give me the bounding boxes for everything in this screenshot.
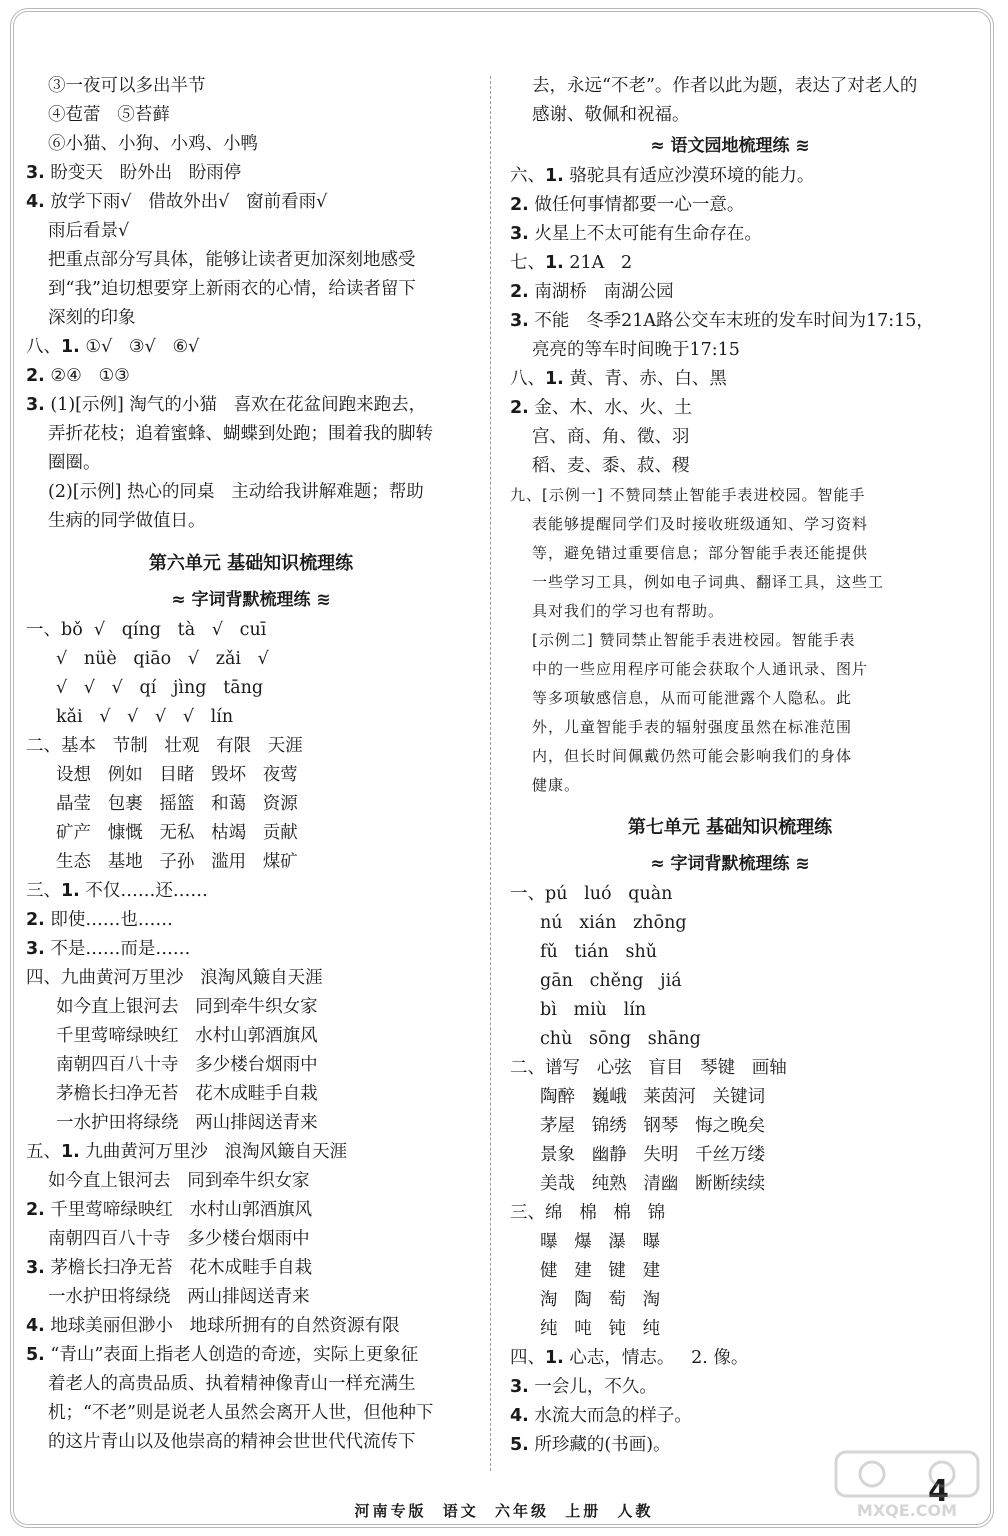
question-group-label: 六、 (510, 166, 545, 186)
answer-line (26, 1254, 476, 1283)
answer-text: 如今直上银河去 同到牵牛织女家 (56, 997, 318, 1017)
answer-line (26, 1138, 476, 1167)
answer-line (26, 906, 476, 935)
answer-text: ②④ ①③ (44, 366, 130, 386)
answer-line (26, 732, 476, 761)
answer-line (26, 1283, 476, 1312)
answer-line (26, 130, 476, 159)
answer-text: 美哉 纯熟 清幽 断断续续 (540, 1174, 766, 1194)
answer-text: 生态 基地 子孙 滥用 煤矿 (56, 852, 298, 872)
answer-line (26, 275, 476, 304)
answer-text: 宫、商、角、徵、羽 (532, 427, 690, 447)
answer-line (26, 877, 476, 906)
item-number: 4. (510, 1406, 529, 1426)
answer-text: ⑥小猫、小狗、小鸡、小鸭 (48, 134, 258, 154)
answer-line (510, 967, 950, 996)
answer-line (510, 423, 950, 452)
answer-text: 盼变天 盼外出 盼雨停 (44, 163, 242, 183)
svg-text:MXQE.COM: MXQE.COM (856, 1501, 958, 1520)
answer-line (510, 394, 950, 423)
answer-text: 稻、麦、黍、菽、稷 (532, 456, 690, 476)
answer-text: 一、pú luó quàn (510, 884, 673, 904)
item-number: 3. (26, 395, 45, 415)
item-number: 1. (61, 881, 80, 901)
answer-line (510, 1315, 950, 1344)
answer-text: 南湖桥 南湖公园 (528, 282, 674, 302)
answer-line (510, 626, 950, 655)
answer-text: 九、[示例一] 不赞同禁止智能手表进校园。智能手 (510, 486, 866, 504)
answer-line (510, 510, 950, 539)
question-group-label: 八、 (510, 369, 545, 389)
question-group-label: 八、 (26, 337, 61, 357)
answer-text: 机；“不老”则是说老人虽然会离开人世，但他种下 (48, 1403, 434, 1423)
answer-line (26, 1370, 476, 1399)
answer-text: 四、九曲黄河万里沙 浪淘风簸自天涯 (26, 968, 323, 988)
answer-line (510, 713, 950, 742)
answer-text: 圈圈。 (48, 453, 101, 473)
item-number: 1. (545, 369, 564, 389)
answer-line (26, 1022, 476, 1051)
answer-text: 南朝四百八十寺 多少楼台烟雨中 (56, 1055, 318, 1075)
answer-line (510, 336, 950, 365)
answer-text: √ nüè qiāo √ zǎi √ (56, 649, 269, 669)
answer-line (26, 333, 476, 362)
section-heading: ≈ 字词背默梳理练 ≋ (650, 854, 810, 874)
answer-line (26, 1312, 476, 1341)
answer-text: 九曲黄河万里沙 浪淘风簸自天涯 (79, 1142, 348, 1162)
answer-line (510, 72, 950, 101)
answer-text: 三、绵 棉 棉 锦 (510, 1203, 666, 1223)
answer-line (26, 703, 476, 732)
answer-text: 深刻的印象 (48, 308, 136, 328)
answer-line (26, 1051, 476, 1080)
answer-text: 内，但长时间佩戴仍然可能会影响我们的身体 (532, 747, 853, 765)
answer-line (510, 1199, 950, 1228)
answer-text: [示例二] 赞同禁止智能手表进校园。智能手表 (532, 631, 856, 649)
item-number: 4. (26, 1316, 45, 1336)
answer-text: 外，儿童智能手表的辐射强度虽然在标准范围 (532, 718, 853, 736)
answer-line (510, 1286, 950, 1315)
answer-text: ③一夜可以多出半节 (48, 76, 206, 96)
unit-heading: 第六单元 基础知识梳理练 (148, 553, 354, 574)
answer-text: 所珍藏的(书画)。 (528, 1435, 671, 1455)
answer-text: “青山”表面上指老人创造的奇迹，实际上更象征 (44, 1345, 419, 1365)
question-group-label: 七、 (510, 253, 545, 273)
item-number: 2. (510, 282, 529, 302)
answer-line (510, 684, 950, 713)
answer-text: 一、bǒ √ qíng tà √ cuī (26, 620, 267, 640)
answer-text: 千里莺啼绿映红 水村山郭酒旗风 (44, 1200, 313, 1220)
item-number: 5. (26, 1345, 45, 1365)
answer-text: 不是……而是…… (44, 939, 191, 959)
answer-text: 水流大而急的样子。 (528, 1406, 692, 1426)
page-number: 4 (928, 1474, 949, 1509)
answer-text: 曝 爆 瀑 曝 (540, 1232, 661, 1252)
answer-text: √ √ √ qí jìng tāng (56, 678, 264, 698)
question-group-label: 三、 (26, 881, 61, 901)
answer-line (26, 790, 476, 819)
answer-line (510, 1112, 950, 1141)
answer-text: chù sōng shāng (540, 1029, 701, 1049)
answer-text: 茅檐长扫净无苔 花木成畦手自栽 (44, 1258, 313, 1278)
answer-line (26, 645, 476, 674)
answer-text: 一会儿，不久。 (528, 1377, 657, 1397)
answer-text: 着老人的高贵品质、执着精神像青山一样充满生 (48, 1374, 416, 1394)
answer-text: 如今直上银河去 同到牵牛织女家 (48, 1171, 310, 1191)
column-divider (490, 76, 491, 1471)
answer-line (26, 188, 476, 217)
answer-text: 把重点部分写具体，能够让读者更加深刻地感受 (48, 250, 416, 270)
answer-line (510, 597, 950, 626)
answer-line (26, 1341, 476, 1370)
answer-line (510, 220, 950, 249)
answer-text: kǎi √ √ √ √ lín (56, 707, 234, 727)
item-number: 5. (510, 1435, 529, 1455)
answer-text: 二、基本 节制 壮观 有限 天涯 (26, 736, 303, 756)
answer-line (26, 1167, 476, 1196)
answer-text: 的这片青山以及他崇高的精神会世世代代流传下 (48, 1432, 416, 1452)
answer-line (510, 880, 950, 909)
answer-text: (1)[示例] 淘气的小猫 喜欢在花盆间跑来跑去， (44, 395, 427, 415)
answer-text: 等多项敏感信息，从而可能泄露个人隐私。此 (532, 689, 853, 707)
answer-line (510, 742, 950, 771)
answer-text: 矿产 慷慨 无私 枯竭 贡献 (56, 823, 298, 843)
answer-text: 一些学习工具，例如电子词典、翻译工具，这些工 (532, 573, 885, 591)
answer-text: 21A 2 (563, 253, 633, 273)
answer-text: 具对我们的学习也有帮助。 (532, 602, 725, 620)
item-number: 3. (510, 1377, 529, 1397)
answer-text: bì miù lín (540, 1000, 647, 1020)
item-number: 1. (545, 1348, 564, 1368)
answer-line (26, 304, 476, 333)
answer-text: (2)[示例] 热心的同桌 主动给我讲解难题；帮助 (48, 482, 424, 502)
question-group-label: 四、 (510, 1348, 545, 1368)
answer-line (26, 159, 476, 188)
answer-text: 不仅……还…… (79, 881, 208, 901)
answer-line (26, 964, 476, 993)
answer-line (26, 819, 476, 848)
footer-edition-info: 河南专版 语文 六年级 上册 人教 (354, 1502, 654, 1520)
item-number: 2. (26, 366, 45, 386)
answer-text: 雨后看景√ (48, 221, 130, 241)
item-number: 2. (510, 398, 529, 418)
answer-line (510, 996, 950, 1025)
answer-text: 生病的同学做值日。 (48, 511, 206, 531)
answer-text: 南朝四百八十寺 多少楼台烟雨中 (48, 1229, 310, 1249)
answer-line (510, 278, 950, 307)
item-number: 3. (26, 1258, 45, 1278)
answer-text: 放学下雨√ 借故外出√ 窗前看雨√ (44, 192, 328, 212)
item-number: 2. (26, 910, 45, 930)
unit-heading: 第七单元 基础知识梳理练 (627, 817, 833, 838)
answer-text: 到“我”迫切想要穿上新雨衣的心情，给读者留下 (48, 279, 416, 299)
answer-line (510, 481, 950, 510)
answer-text: 骆驼具有适应沙漠环境的能力。 (563, 166, 815, 186)
answer-text: 弄折花枝；追着蜜蜂、蝴蝶到处跑；围着我的脚转 (48, 424, 433, 444)
answer-text: 金、木、水、火、土 (528, 398, 692, 418)
answer-text: 茅檐长扫净无苔 花木成畦手自栽 (56, 1084, 318, 1104)
answer-line (26, 1428, 476, 1457)
answer-text: 晶莹 包裹 摇篮 和蔼 资源 (56, 794, 298, 814)
answer-line (26, 478, 476, 507)
answer-line (510, 771, 950, 800)
answer-line (510, 1141, 950, 1170)
answer-text: 千里莺啼绿映红 水村山郭酒旗风 (56, 1026, 318, 1046)
answer-text: 淘 陶 萄 淘 (540, 1290, 661, 1310)
answer-line (26, 616, 476, 645)
answer-line (510, 655, 950, 684)
answer-text: 地球美丽但渺小 地球所拥有的自然资源有限 (44, 1316, 400, 1336)
answer-line (26, 362, 476, 391)
answer-line (510, 249, 950, 278)
answer-line (26, 1109, 476, 1138)
answer-line (26, 848, 476, 877)
answer-line (26, 217, 476, 246)
answer-text: 茅屋 锦绣 钢琴 悔之晚矣 (540, 1116, 766, 1136)
item-number: 2. (510, 195, 529, 215)
answer-text: 等，避免错过重要信息；部分智能手表还能提供 (532, 544, 869, 562)
answer-line (26, 246, 476, 275)
answer-text: 表能够提醒同学们及时接收班级通知、学习资料 (532, 515, 869, 533)
answer-text: 亮亮的等车时间晚于17:15 (532, 340, 740, 360)
answer-line (510, 1228, 950, 1257)
right-column (510, 72, 950, 1460)
answer-line (26, 420, 476, 449)
item-number: 3. (510, 224, 529, 244)
answer-text: fǔ tián shǔ (540, 942, 657, 962)
section-heading: ≈ 语文园地梳理练 ≋ (650, 136, 810, 156)
answer-line (510, 365, 950, 394)
answer-line (26, 1080, 476, 1109)
answer-line (510, 1257, 950, 1286)
answer-text: 一水护田将绿绕 两山排闼送青来 (48, 1287, 310, 1307)
answer-line (510, 1083, 950, 1112)
answer-line (26, 1399, 476, 1428)
answer-line (510, 1170, 950, 1199)
answer-text: 火星上不太可能有生命存在。 (528, 224, 762, 244)
answer-text: 景象 幽静 失明 千丝万缕 (540, 1145, 766, 1165)
answer-line (26, 72, 476, 101)
answer-text: 心志，情志。 2. 像。 (563, 1348, 749, 1368)
answer-line (26, 935, 476, 964)
answer-line (510, 1054, 950, 1083)
item-number: 3. (26, 163, 45, 183)
answer-line (510, 1402, 950, 1431)
answer-text: 做任何事情都要一心一意。 (528, 195, 745, 215)
answer-line (26, 993, 476, 1022)
answer-line (510, 1344, 950, 1373)
answer-line (510, 1373, 950, 1402)
answer-text: gān chěng jiá (540, 971, 682, 991)
answer-text: ④苞蕾 ⑤苔藓 (48, 105, 170, 125)
answer-line (510, 452, 950, 481)
item-number: 4. (26, 192, 45, 212)
answer-line (510, 101, 950, 130)
answer-text: nú xián zhōng (540, 913, 687, 933)
question-group-label: 五、 (26, 1142, 61, 1162)
item-number: 1. (545, 253, 564, 273)
item-number: 1. (61, 337, 80, 357)
answer-line (26, 674, 476, 703)
answer-text: 健 建 键 建 (540, 1261, 661, 1281)
answer-line (510, 909, 950, 938)
left-column (26, 72, 476, 1457)
answer-line (510, 568, 950, 597)
answer-text: 黄、青、赤、白、黑 (563, 369, 727, 389)
answer-line (510, 191, 950, 220)
answer-line (26, 761, 476, 790)
item-number: 3. (26, 939, 45, 959)
answer-line (510, 938, 950, 967)
answer-line (26, 507, 476, 536)
item-number: 2. (26, 1200, 45, 1220)
item-number: 1. (545, 166, 564, 186)
item-number: 1. (61, 1142, 80, 1162)
answer-text: 感谢、敬佩和祝福。 (532, 105, 690, 125)
answer-text: 中的一些应用程序可能会获取个人通讯录、图片 (532, 660, 869, 678)
item-number: 3. (510, 311, 529, 331)
answer-line (510, 162, 950, 191)
answer-line (26, 449, 476, 478)
answer-text: 不能 冬季21A路公交车末班的发车时间为17:15， (528, 311, 934, 331)
answer-text: 一水护田将绿绕 两山排闼送青来 (56, 1113, 318, 1133)
answer-text: 纯 吨 钝 纯 (540, 1319, 661, 1339)
answer-text: 健康。 (532, 776, 581, 794)
answer-line (510, 307, 950, 336)
answer-line (510, 1025, 950, 1054)
answer-line (26, 391, 476, 420)
answer-text: 即使……也…… (44, 910, 173, 930)
watermark-logo (832, 1448, 982, 1524)
answer-text: ①√ ③√ ⑥√ (79, 337, 200, 357)
answer-line (510, 539, 950, 568)
answer-text: 去，永远“不老”。作者以此为题，表达了对老人的 (532, 76, 918, 96)
answer-line (26, 1196, 476, 1225)
answer-text: 陶醉 巍峨 莱茵河 关键词 (540, 1087, 766, 1107)
answer-text: 设想 例如 目睹 毁坏 夜莺 (56, 765, 298, 785)
answer-line (26, 101, 476, 130)
answer-text: 二、谱写 心弦 盲目 琴键 画轴 (510, 1058, 787, 1078)
answer-line (26, 1225, 476, 1254)
section-heading: ≈ 字词背默梳理练 ≋ (171, 590, 331, 610)
